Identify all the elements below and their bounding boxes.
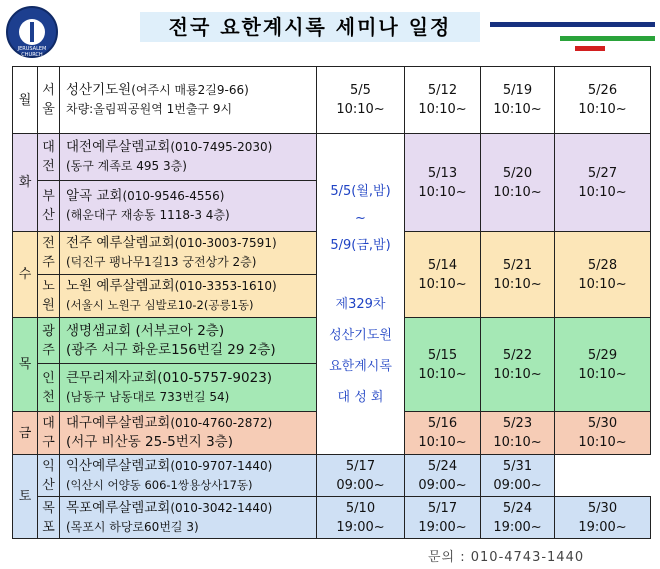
venue-phone: (010-7495-2030)	[170, 140, 273, 154]
date-cell	[481, 232, 555, 318]
venue-address: (서울시 노원구 심발로10-2(공릉1동)	[66, 298, 254, 312]
date: 5/27	[587, 165, 618, 181]
time: 10:10~	[336, 102, 385, 117]
city-nowon	[38, 275, 60, 318]
day-fri	[13, 412, 38, 455]
venue-name: 목포예루살렘교회	[66, 499, 171, 516]
time: 10:10~	[418, 102, 467, 117]
city-char: 익	[42, 458, 55, 474]
date: 5/23	[502, 416, 533, 431]
date: 5/24	[427, 458, 458, 474]
time: 10:10~	[493, 435, 542, 450]
date-cell	[405, 232, 481, 318]
contact-info: 문의 : 010-4743-1440	[428, 550, 585, 565]
time: 19:00~	[493, 519, 542, 535]
time: 10:10~	[493, 276, 542, 292]
city-char: 대	[42, 140, 55, 155]
date-cell	[481, 318, 555, 412]
city-char: 산	[42, 208, 55, 223]
time: 19:00~	[578, 519, 627, 535]
date-cell	[317, 67, 405, 134]
day-thu	[13, 318, 38, 412]
date: 5/22	[502, 347, 533, 363]
venue-busan	[60, 181, 317, 232]
day-wed	[13, 232, 38, 318]
date-cell	[555, 497, 651, 539]
date-cell	[481, 455, 555, 497]
city-daegu	[38, 412, 60, 455]
venue-name: 익산예루살렘교회	[66, 457, 171, 474]
special-line: ~	[355, 210, 366, 226]
date: 5/17	[345, 458, 376, 474]
time: 09:00~	[493, 477, 542, 493]
date: 5/14	[427, 257, 458, 273]
date-cell	[481, 497, 555, 539]
venue-daegu	[60, 412, 317, 455]
venue-address: (광주 서구 화운로156번길 29 2층)	[66, 341, 276, 358]
date-cell	[405, 67, 481, 134]
city-char: 노	[42, 279, 55, 294]
time: 09:00~	[418, 477, 467, 493]
time: 10:10~	[578, 435, 627, 450]
date-cell	[555, 67, 651, 134]
special-line: 성산기도원	[329, 327, 392, 343]
venue-nowon	[60, 275, 317, 318]
city-mokpo	[38, 497, 60, 539]
navy-stripe	[490, 22, 655, 27]
date-cell	[555, 412, 651, 455]
date: 5/28	[587, 257, 618, 273]
date: 5/24	[502, 500, 533, 516]
venue-address: (여주시 매룡2길9-66)	[131, 83, 249, 97]
special-line: 대 성 회	[337, 389, 384, 405]
date-cell	[481, 412, 555, 455]
green-stripe	[560, 36, 655, 41]
table-row	[13, 134, 651, 181]
time: 10:10~	[578, 184, 627, 200]
schedule-table	[12, 66, 651, 539]
city-char: 울	[42, 102, 55, 117]
day-label: 수	[18, 267, 32, 282]
date-cell	[481, 134, 555, 232]
venue-transport: 차량:올림픽공원역 1번출구 9시	[66, 102, 233, 116]
date: 5/21	[502, 257, 533, 273]
day-label: 토	[18, 489, 32, 504]
venue-phone: (010-3003-7591)	[174, 236, 277, 250]
special-event-cell	[317, 134, 405, 455]
date: 5/30	[587, 500, 618, 516]
date-cell	[555, 134, 651, 232]
date: 5/31	[502, 458, 533, 474]
day-label: 목	[18, 357, 32, 372]
venue-address: (덕진구 팽나무1길13 궁전상가 2층)	[66, 255, 257, 269]
city-char: 주	[42, 255, 55, 270]
venue-iksan	[60, 455, 317, 497]
venue-name: 생명샘교회 (서부코아 2층)	[66, 322, 225, 339]
time: 10:10~	[578, 276, 627, 292]
city-daejeon	[38, 134, 60, 181]
table-row	[13, 455, 651, 497]
time: 10:10~	[493, 184, 542, 200]
time: 09:00~	[336, 477, 385, 493]
date: 5/5	[350, 83, 371, 98]
date-cell	[405, 134, 481, 232]
time: 19:00~	[336, 519, 385, 535]
church-logo	[6, 6, 58, 58]
venue-address: (서구 비산동 25-5번지 3층)	[66, 434, 233, 450]
date: 5/30	[587, 416, 618, 431]
table-row	[13, 497, 651, 539]
venue-address: (남동구 남동대로 733번길 54)	[66, 389, 230, 404]
date: 5/17	[427, 500, 458, 516]
page-title: 전국 요한계시록 세미나 일정	[168, 15, 452, 39]
city-incheon	[38, 364, 60, 412]
venue-name: 대전예루살렘교회	[66, 139, 171, 155]
day-mon	[13, 67, 38, 134]
venue-daejeon	[60, 134, 317, 181]
day-sat	[13, 455, 38, 539]
date: 5/13	[427, 165, 458, 181]
city-seoul	[38, 67, 60, 134]
city-char: 전	[42, 159, 55, 174]
venue-phone: (010-9546-4556)	[122, 189, 225, 203]
date: 5/26	[587, 83, 618, 98]
time: 10:10~	[578, 102, 627, 117]
date: 5/16	[427, 416, 458, 431]
date-cell	[317, 497, 405, 539]
time: 10:10~	[578, 366, 627, 382]
date: 5/10	[345, 500, 376, 516]
special-line: 제329차	[335, 296, 386, 312]
date: 5/15	[427, 347, 458, 363]
date: 5/29	[587, 347, 618, 363]
day-tue	[13, 134, 38, 232]
city-char: 포	[42, 519, 55, 535]
venue-address: (동구 계족로 495 3층)	[66, 159, 187, 173]
city-char: 인	[42, 370, 55, 386]
city-busan	[38, 181, 60, 232]
date-cell	[405, 318, 481, 412]
venue-address: (목포시 하당로60번길 3)	[66, 519, 199, 534]
city-char: 전	[42, 236, 55, 251]
city-char: 천	[42, 389, 55, 405]
venue-phone: (010-9707-1440)	[170, 458, 273, 473]
city-char: 목	[42, 500, 55, 516]
special-line: 5/9(금,밤)	[330, 237, 391, 253]
time: 10:10~	[493, 366, 542, 382]
logo-text: JERUSALEM CHURCH	[17, 46, 47, 58]
venue-name: 알곡 교회	[66, 188, 123, 204]
city-char: 구	[42, 435, 55, 450]
venue-name: 전주 예루살렘교회	[66, 235, 175, 251]
time: 10:10~	[493, 102, 542, 117]
date: 5/19	[502, 83, 533, 98]
venue-phone: (010-3042-1440)	[170, 500, 273, 515]
date: 5/20	[502, 165, 533, 181]
table-row	[13, 67, 651, 134]
date-cell	[405, 455, 481, 497]
venue-jeonju	[60, 232, 317, 275]
city-char: 광	[42, 323, 55, 339]
date-cell	[405, 497, 481, 539]
city-char: 주	[42, 342, 55, 358]
venue-name: 큰무리제자교회	[66, 369, 158, 386]
special-line: 요한계시록	[329, 358, 392, 374]
day-label: 월	[18, 92, 32, 108]
day-label: 화	[18, 175, 32, 190]
date-cell	[317, 455, 405, 497]
city-char: 대	[42, 416, 55, 431]
venue-mokpo	[60, 497, 317, 539]
city-iksan	[38, 455, 60, 497]
date-cell	[555, 232, 651, 318]
venue-address: (해운대구 재송동 1118-3 4층)	[66, 208, 230, 222]
city-char: 서	[42, 83, 55, 98]
date-cell	[555, 318, 651, 412]
logo-cross-icon	[30, 22, 34, 42]
venue-name: 노원 예루살렘교회	[66, 278, 175, 294]
venue-phone: (010-5757-9023)	[157, 369, 273, 386]
special-line: 5/5(월,밤)	[330, 183, 391, 199]
venue-seongsan	[60, 67, 317, 134]
city-gwangju	[38, 318, 60, 364]
day-label: 금	[18, 425, 32, 441]
time: 10:10~	[418, 184, 467, 200]
venue-gwangju	[60, 318, 317, 364]
time: 19:00~	[418, 519, 467, 535]
city-char: 산	[42, 477, 55, 493]
time: 10:10~	[418, 276, 467, 292]
city-jeonju	[38, 232, 60, 275]
date-cell	[405, 412, 481, 455]
venue-name: 성산기도원	[66, 82, 132, 98]
time: 10:10~	[418, 366, 467, 382]
city-char: 원	[42, 298, 55, 313]
venue-name: 대구예루살렘교회	[66, 415, 171, 431]
venue-phone: (010-3353-1610)	[174, 279, 277, 293]
red-stripe	[575, 46, 605, 51]
time: 10:10~	[418, 435, 467, 450]
venue-phone: (010-4760-2872)	[170, 416, 273, 430]
venue-address: (익산시 어양동 606-1쌍용상사17동)	[66, 477, 253, 492]
venue-incheon	[60, 364, 317, 412]
city-char: 부	[42, 189, 55, 204]
date: 5/12	[427, 83, 458, 98]
date-cell	[481, 67, 555, 134]
